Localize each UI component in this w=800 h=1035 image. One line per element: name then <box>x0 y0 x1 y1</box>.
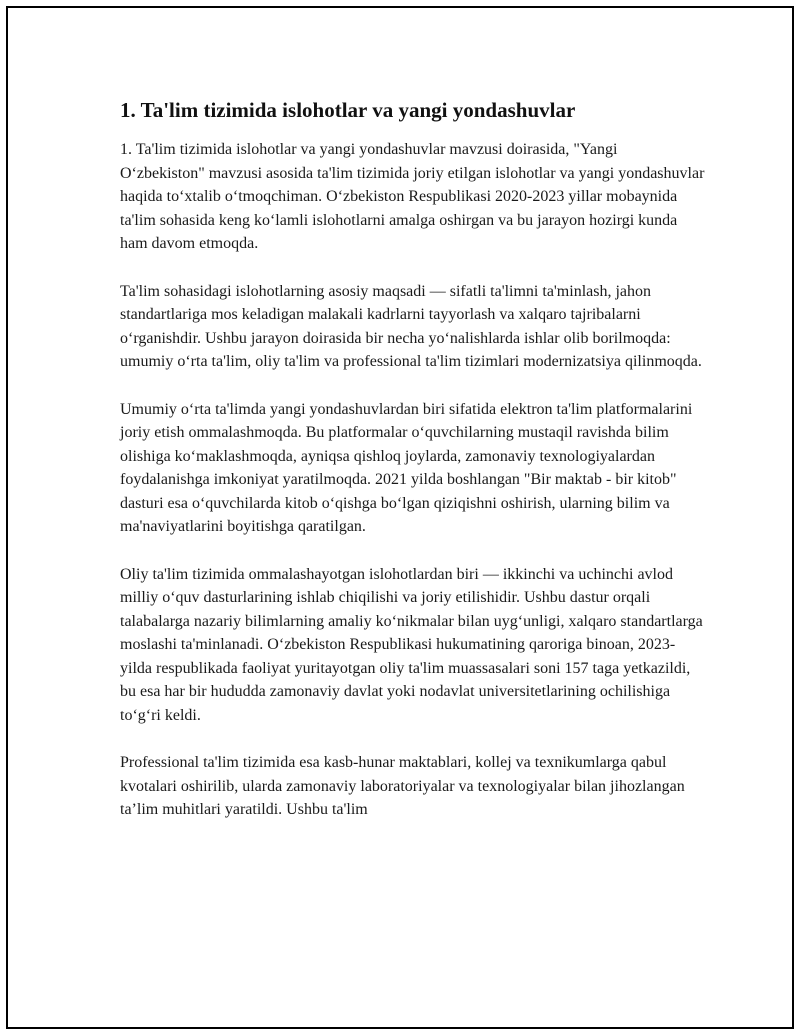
paragraph-goals: Ta'lim sohasidagi islohotlarning asosiy maqsadi — sifatli ta'limni ta'minlash, jahon standartlariga mos keladigan malakali kadrlarni tayyorlash va xalqaro tajribalarni o‘rganishdir. Ushbu jarayon doirasida bir necha yo‘nalishlarda ishlar olib borilmoqda: umumiy o‘rta ta'lim, oliy ta'lim va professional ta'lim tizimlari modernizatsiya qilinmoqda. <box>120 282 702 370</box>
paragraph-higher-education: Oliy ta'lim tizimida ommalashayotgan islohotlardan biri — ikkinchi va uchinchi avlod milliy o‘quv dasturlarining ishlab chiqilishi va joriy etilishidir. Ushbu dastur orqali talabalarga nazariy bilimlarning amaliy ko‘nikmalar bilan uyg‘unligi, xalqaro standartlarga moslashi ta'minlanadi. O‘zbekiston Respublikasi hukumatining qaroriga binoan, 2023-yilda respublikada faoliyat yuritayotgan oliy ta'lim muassasalari soni 157 taga yetkazildi, bu esa har bir hududda zamonaviy davlat yoki nodavlat universitetlarining ochilishiga to‘g‘ri keldi. <box>120 565 703 724</box>
paragraph-general-education: Umumiy o‘rta ta'limda yangi yondashuvlardan biri sifatida elektron ta'lim platformalarini joriy etish ommalashmoqda. Bu platformalar o‘quvchilarning mustaqil ravishda bilim olishiga ko‘maklashmoqda, ayniqsa qishloq joylarda, zamonaviy texnologiyalardan foydalanishga imkoniyat yaratilmoqda. 2021 yilda boshlangan "Bir maktab - bir kitob" dasturi esa o‘quvchilarda kitob o‘qishga bo‘lgan qiziqishni oshirish, ularning bilim va ma'naviyatlarini boyitishga qaratilgan. <box>120 400 693 535</box>
paragraph-intro: 1. Ta'lim tizimida islohotlar va yangi yondashuvlar mavzusi doirasida, "Yangi O‘zbekiston" mavzusi asosida ta'lim tizimida joriy etilgan islohotlar va yangi yondashuvlar haqida to‘xtalib o‘tmoqchiman. O‘zbekiston Respublikasi 2020-2023 yillar mobaynida ta'lim sohasida keng ko‘lamli islohotlarni amalga oshirgan va bu jarayon hozirgi kunda ham davom etmoqda. <box>120 141 705 252</box>
document-page <box>6 6 794 1029</box>
section-heading: 1. Ta'lim tizimida islohotlar va yangi yondashuvlar <box>120 98 576 122</box>
document-content <box>120 96 705 846</box>
paragraph-professional-education: Professional ta'lim tizimida esa kasb-hunar maktablari, kollej va texnikumlarga qabul kvotalari oshirilib, ularda zamonaviy laboratoriyalar va texnologiyalar bilan jihozlangan ta’lim muhitlari yaratildi. Ushbu ta'lim <box>120 754 685 818</box>
